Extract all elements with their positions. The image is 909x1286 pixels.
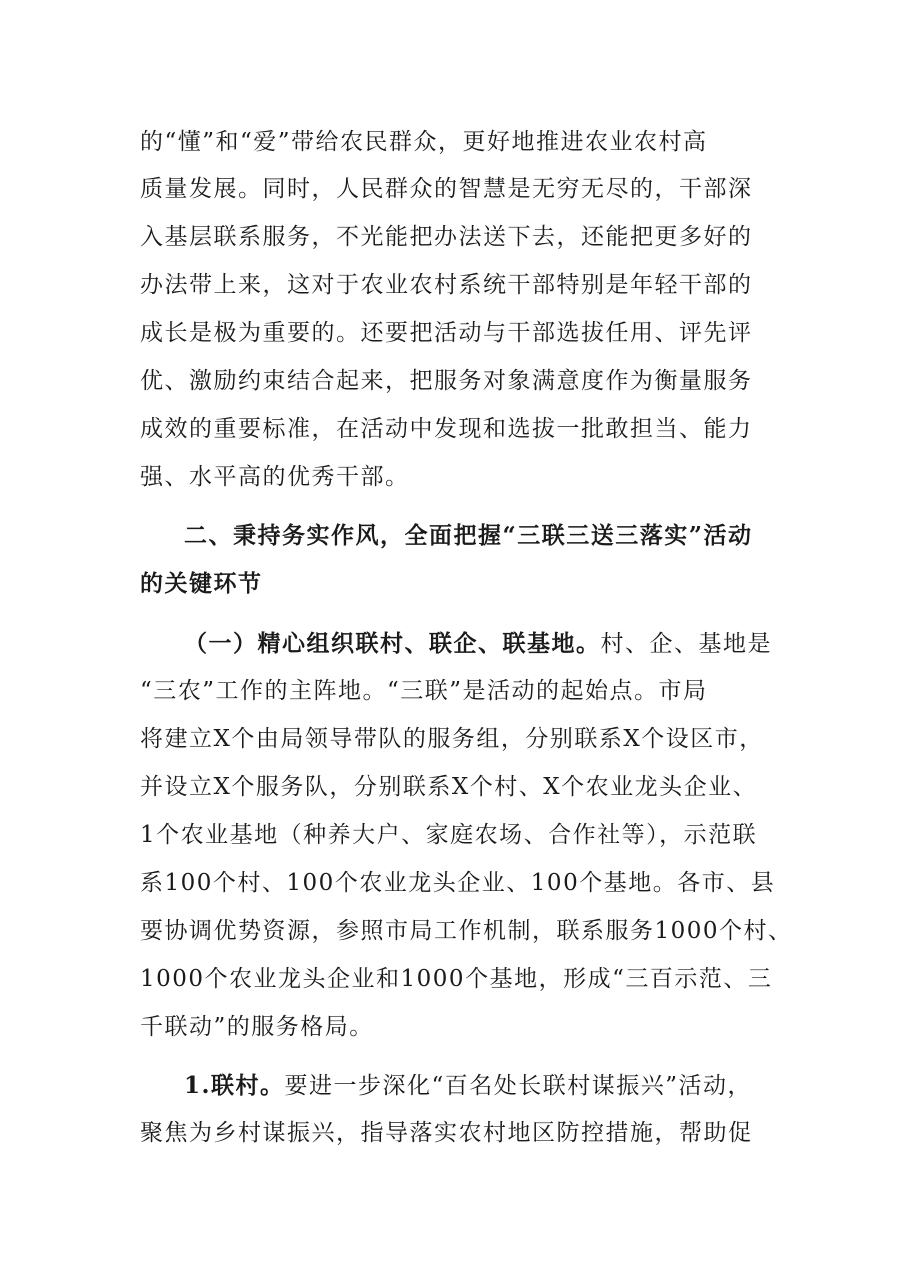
- section-heading-line: 二、秉持务实作风，全面把握“三联三送三落实”活动: [184, 522, 753, 549]
- subsection-text: 村、企、基地是: [600, 631, 772, 657]
- subsection-heading: （一）精心组织联村、联企、联基地。: [184, 630, 601, 657]
- paragraph-line: 并设立X个服务队，分别联系X个村、X个农业龙头企业、: [140, 774, 758, 800]
- paragraph-line: 千联动”的服务格局。: [140, 1014, 374, 1040]
- item-heading: 1.联村。: [184, 1072, 285, 1099]
- item-text: 要进一步深化“百名处长联村谋振兴”活动，: [284, 1073, 753, 1099]
- paragraph-line: 将建立X个由局领导带队的服务组，分别联系X个设区市，: [140, 726, 764, 752]
- paragraph-line: 强、水平高的优秀干部。: [140, 464, 410, 490]
- item-first-line: [140, 1074, 752, 1098]
- paragraph-line: 系100个村、100个农业龙头企业、100个基地。各市、县: [140, 870, 776, 896]
- paragraph-line: 1000个农业龙头企业和1000个基地，形成“三百示范、三: [140, 966, 773, 992]
- section-heading-line: 的关键环节: [140, 570, 263, 597]
- paragraph-line: 聚焦为乡村谋振兴，指导落实农村地区防控措施，帮助促: [140, 1120, 753, 1146]
- paragraph-line: 质量发展。同时，人民群众的智慧是无穷无尽的，干部深: [140, 176, 753, 202]
- subsection-first-line: [140, 632, 772, 656]
- paragraph-line: 要协调优势资源，参照市局工作机制，联系服务1000个村、: [140, 918, 793, 944]
- paragraph-line: “三农”工作的主阵地。“三联”是活动的起始点。市局: [140, 678, 708, 704]
- paragraph-line: 成长是极为重要的。还要把活动与干部选拔任用、评先评: [140, 320, 753, 346]
- paragraph-line: 成效的重要标准，在活动中发现和选拔一批敢担当、能力: [140, 416, 753, 442]
- paragraph-line: 1个农业基地（种养大户、家庭农场、合作社等），示范联: [140, 822, 758, 848]
- paragraph-line: 的“懂”和“爱”带给农民群众，更好地推进农业农村高: [140, 129, 708, 155]
- paragraph-line: 入基层联系服务，不光能把办法送下去，还能把更多好的: [140, 224, 753, 250]
- paragraph-line: 优、激励约束结合起来，把服务对象满意度作为衡量服务: [140, 368, 753, 394]
- paragraph-line: 办法带上来，这对于农业农村系统干部特别是年轻干部的: [140, 272, 753, 298]
